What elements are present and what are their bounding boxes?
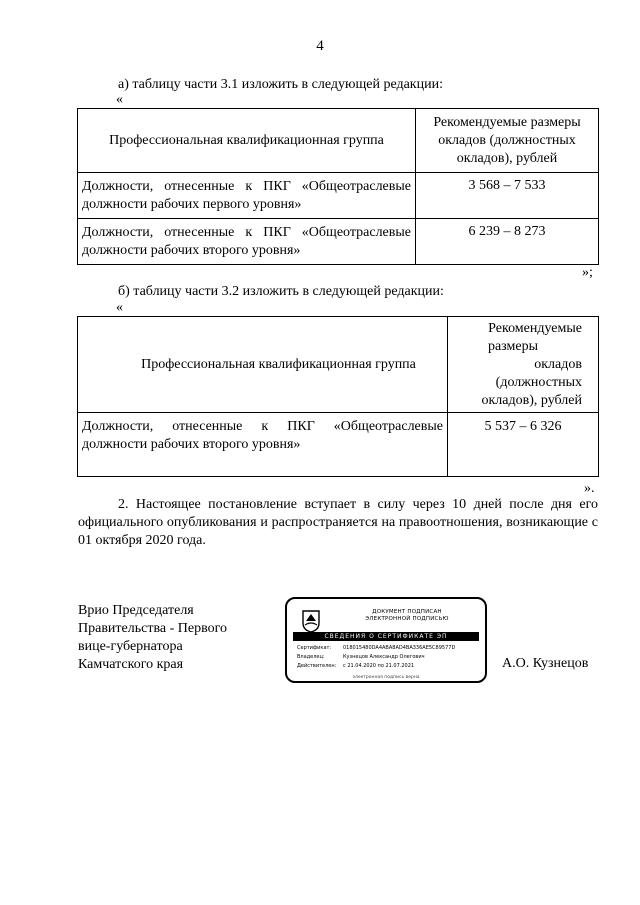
- stamp-header: [337, 609, 477, 623]
- signatory-title-line: Правительства - Первого: [78, 621, 227, 636]
- stamp-header-line: ДОКУМЕНТ ПОДПИСАН: [372, 609, 442, 615]
- table-row: [78, 413, 599, 477]
- signatory-name: А.О. Кузнецов: [502, 656, 589, 671]
- paragraph-2: 2. Настоящее постановление вступает в силу через 10 дней после дня его официального опубликования и распространяется на правоотношения, возникающие с 01 октября 2020 года.: [78, 497, 598, 548]
- row-position: Должности, отнесенные к ПКГ «Общеотраслевые должности рабочих первого уровня»: [78, 173, 416, 219]
- open-quote-1: «: [116, 92, 123, 107]
- signatory-title-line: Камчатского края: [78, 657, 184, 672]
- stamp-label: Сертификат:: [297, 645, 332, 651]
- row-position: Должности, отнесенные к ПКГ «Общеотраслевые должности рабочих второго уровня»: [78, 413, 448, 477]
- paragraph-b: б) таблицу части 3.2 изложить в следующей редакции:: [118, 284, 444, 299]
- stamp-header-line: ЭЛЕКТРОННОЙ ПОДПИСЬЮ: [365, 616, 449, 622]
- row-salary: 5 537 – 6 326: [448, 413, 599, 477]
- table-part-3-2: [77, 316, 599, 477]
- close-quote-2: ».: [584, 481, 595, 496]
- stamp-label: Владелец:: [297, 654, 325, 660]
- table-header-row: [78, 109, 599, 173]
- stamp-value: с 21.04.2020 по 21.07.2021: [343, 663, 415, 669]
- page-number: 4: [316, 38, 324, 54]
- open-quote-2: «: [116, 300, 123, 315]
- header-salary-line: Рекомендуемые: [488, 320, 582, 336]
- header-group: Профессиональная квалификационная группа: [78, 317, 448, 413]
- row-salary: 6 239 – 8 273: [416, 219, 599, 265]
- signatory-title-line: Врио Председателя: [78, 603, 194, 618]
- signatory-title: [78, 602, 227, 674]
- stamp-row-certificate: [297, 645, 455, 651]
- stamp-value: 018015480DA4ABA8AD4BA336AE5C89577D: [343, 645, 456, 651]
- stamp-row-validity: [297, 663, 414, 669]
- row-position: Должности, отнесенные к ПКГ «Общеотраслевые должности рабочих второго уровня»: [78, 219, 416, 265]
- close-quote-1: »;: [582, 265, 593, 280]
- stamp-value: Кузнецов Александр Олегович: [343, 654, 425, 660]
- stamp-row-owner: [297, 654, 425, 660]
- header-salary: Рекомендуемые размеры окладов (должностных окладов), рублей: [416, 109, 599, 173]
- emblem-icon: [301, 609, 321, 633]
- table-header-row: [78, 317, 599, 413]
- table-part-3-1: [77, 108, 599, 265]
- stamp-footer: электронная подпись верна: [352, 675, 420, 680]
- header-group: Профессиональная квалификационная группа: [78, 109, 416, 173]
- header-salary-line: (должностных: [495, 374, 582, 390]
- table-row: [78, 219, 599, 265]
- row-salary: 3 568 – 7 533: [416, 173, 599, 219]
- header-salary: [448, 317, 599, 413]
- electronic-signature-stamp: [285, 597, 487, 683]
- paragraph-a: а) таблицу части 3.1 изложить в следующей редакции:: [118, 77, 443, 92]
- stamp-label: Действителен:: [297, 663, 337, 669]
- header-salary-line: размеры: [487, 338, 538, 354]
- table-row: [78, 173, 599, 219]
- header-salary-line: окладов: [534, 356, 582, 372]
- signatory-title-line: вице-губернатора: [78, 639, 183, 654]
- stamp-band: СВЕДЕНИЯ О СЕРТИФИКАТЕ ЭП: [293, 632, 479, 641]
- header-salary-line: окладов), рублей: [481, 392, 582, 408]
